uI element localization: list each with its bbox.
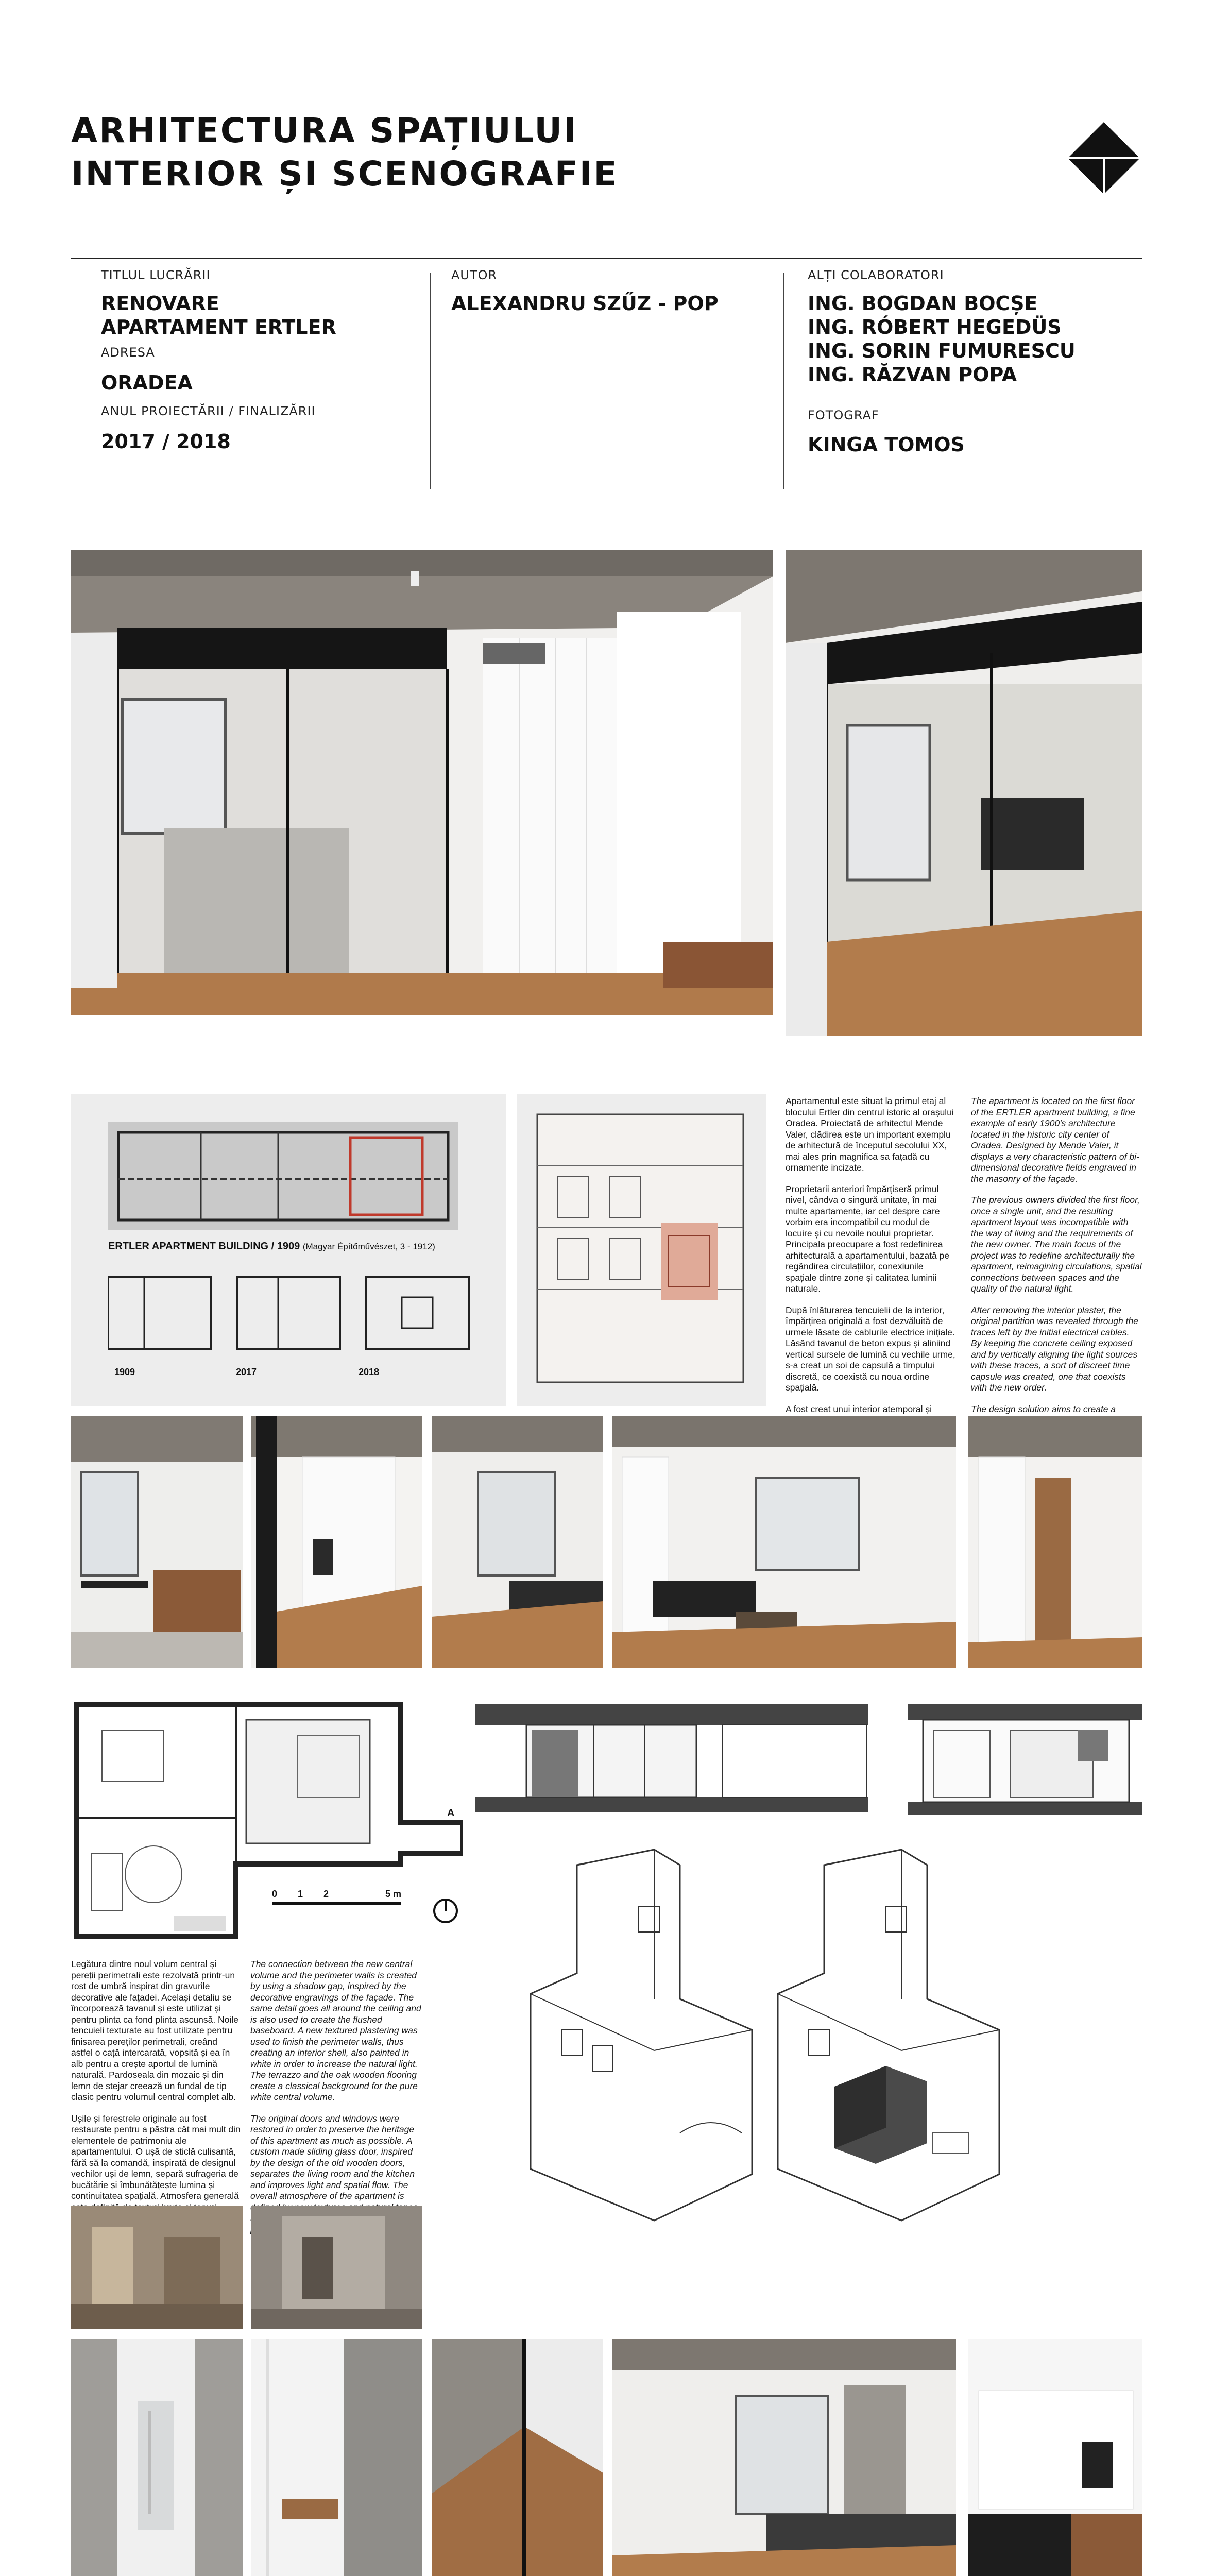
title-line-2: INTERIOR ȘI SCENOGRAFIE <box>71 154 619 194</box>
section-marker: A <box>447 1807 455 1819</box>
collaborator: ING. RÓBERT HEGEDÜS <box>808 316 1062 338</box>
photo-living-room <box>612 1416 956 1668</box>
diamond-triangle-icon <box>1065 120 1142 197</box>
photo-before-2 <box>251 2206 422 2329</box>
years-value: 2017 / 2018 <box>101 430 231 453</box>
year-2018: 2018 <box>359 1367 380 1377</box>
info-author <box>451 268 760 315</box>
axonometric-before <box>484 1844 773 2226</box>
collaborator: ING. BOGDAN BOCȘE <box>808 292 1038 315</box>
photo-before-1 <box>71 2206 243 2329</box>
photo-bedroom <box>432 1416 603 1668</box>
photo-glass-door-view <box>786 550 1142 1036</box>
axonometric-after <box>731 1844 1020 2226</box>
info-divider-2 <box>783 273 784 489</box>
info-work <box>101 268 410 453</box>
header-rule <box>71 258 1142 259</box>
photo-detail-joint <box>432 2339 603 2576</box>
page-title <box>71 109 618 196</box>
photographer-label: FOTOGRAF <box>808 408 879 422</box>
photo-bedroom-wide <box>612 2339 956 2576</box>
photo-central-volume <box>251 1416 422 1668</box>
years-label: ANUL PROIECTĂRII / FINALIZĂRII <box>101 404 316 418</box>
work-title-line-2: APARTAMENT ERTLER <box>101 316 336 338</box>
photo-hallway <box>968 1416 1142 1668</box>
building-plan-drawing <box>108 1122 458 1230</box>
north-arrow-icon <box>432 1897 459 1925</box>
facade-elevation-drawing <box>517 1094 766 1406</box>
photo-bathroom <box>71 2339 243 2576</box>
photo-living-glass-partition <box>71 550 773 1015</box>
work-title-line-1: RENOVARE <box>101 292 219 315</box>
text-en-block-1: The apartment is located on the first floor of the ERTLER apartment building, a fine example of early 1900's architecture located in the historic city center of Oradea. Designed by Mende Valer, it displays a very characteristic pattern of bi-dimensional decorative fields engraved in the masonry of the façade. The previous owners divided the first floor, once a single unit, and the resulting apartment layout was incompatible with the way of living and the requirements of the new owner. The main focus of the project was to redefine architecturally the apartment, reimagining circulations, spatial connections between spaces and the quality of the natural light. After removing the interior plaster, the original partition was revealed through the traces left by the initial electrical cables. By keeping the concrete ceiling exposed and by vertically aligning the light sources with these traces, a sort of discreet time capsule was created, one that coexists with the new order. The design solution aims to create a <box>971 1096 1142 1414</box>
collab-label: ALȚI COLABORATORI <box>808 268 944 282</box>
historic-plans-panel <box>71 1094 506 1406</box>
collaborator: ING. SORIN FUMURESCU <box>808 340 1076 362</box>
title-line-1: ARHITECTURA SPAȚIULUI <box>71 111 578 150</box>
photo-kitchen-units <box>968 2339 1142 2576</box>
year-2017: 2017 <box>236 1367 257 1377</box>
scale-bar-line <box>272 1902 401 1905</box>
work-title-label: TITLUL LUCRĂRII <box>101 268 211 282</box>
text-en-block-2: The connection between the new central volume and the perimeter walls is created by using a shadow gap, inspired by the decorative engravings of the façade. The same detail goes all around the ceiling and is also used to create the flushed baseboard. A new textured plastering was used to finish the perimeter walls, thus creating an interior shell, also painted in white in order to increase the natural light. The terrazzo and the oak wooden flooring create a classical background for the pure white central volume. The original doors and windows were restored in order to preserve the heritage of this apartment as much as possible. A custom made sliding glass door, inspired by the design of the old wooden doors, separates the living room and the kitchen and improves light and spatial flow. The overall atmosphere of the apartment is <box>250 1959 421 2201</box>
text-ro-block-1: Apartamentul este situat la primul etaj al blocului Ertler din centrul istoric al orașului Oradea. Proiectată de arhitectul Mende Valer, clădirea este un important exemplu de arhitectură de începutul secolului XX, mai ales prin magnifica sa fațadă cu ornamente incizate. Proprietarii anteriori împărțiseră primul nivel, cândva o singură unitate, în mai multe apartamente, iar cel despre care vorbim era incompatibil cu modul de locuire și cu nevoile noului proprietar. Principala preocupare a fost redefinirea arhitecturală a apartamentului, bazată pe regândirea circulațiilor, conexiunile spațiale dintre zone și calitatea luminii naturale. După înlăturarea tencuielii de la interior, împărțirea originală a fost dezvăluită de urmele lăsate de cablurile electrice inițiale. Lăsând tavanul de beton expus și aliniind vertical sursele de lumină cu vechile urme, s-a creat un soi de capsulă a timpului discretă, ce coexistă cu noua ordine spațială. A fost creat unui interior atemporal și <box>786 1096 955 1414</box>
year-1909: 1909 <box>114 1367 135 1377</box>
facade-drawing-panel <box>517 1094 766 1406</box>
photo-kitchen-dining <box>71 1416 243 1668</box>
address-value: ORADEA <box>101 371 193 394</box>
author-value: ALEXANDRU SZŰZ - POP <box>451 292 719 315</box>
building-caption: ERTLER APARTMENT BUILDING / 1909 (Magyar Építőművészet, 3 - 1912) <box>108 1241 435 1252</box>
photo-vanity <box>251 2339 422 2576</box>
collaborator: ING. RĂZVAN POPA <box>808 363 1017 386</box>
text-ro-block-2: Legătura dintre noul volum central și pereții perimetrali este rezolvată printr-un rost de umbră inspirat din gravurile decorative ale fațadei. Același detaliu se încorporează tavanul și este utilizat și pentru plinta ca fond plinta ascunsă. Noile tencuieli texturate au fost utilizate pentru finisarea pereților perimetrali, creând astfel o cață intercarată, vopsită și ea în alb pentru a crește aportul de lumină naturală. Pardoseala din mozaic și din lemn de stejar creează un fundal de tip clasic pentru volumul central complet alb. Ușile și ferestrele originale au fost restaurate pentru a păstra cât mai mult din elementele de patrimoniu ale apartamentului. O ușă de sticlă culisantă, fără să la comandă, inspirată de designul vechilor uși de lemn, separă sufrageria de bucătărie și îmbunătățește lumina și continuitatea spațială. Atmosfera generală <box>71 1959 241 2201</box>
floor-plan-comparison <box>108 1266 479 1359</box>
section-longitudinal <box>475 1699 868 1818</box>
info-divider-1 <box>430 273 431 489</box>
info-collaborators <box>808 268 1137 456</box>
scale-bar: 0 1 2 5 m <box>272 1892 411 1907</box>
address-label: ADRESA <box>101 345 155 360</box>
author-label: AUTOR <box>451 268 498 282</box>
photographer-value: KINGA TOMOS <box>808 433 965 456</box>
section-transversal <box>908 1699 1142 1818</box>
